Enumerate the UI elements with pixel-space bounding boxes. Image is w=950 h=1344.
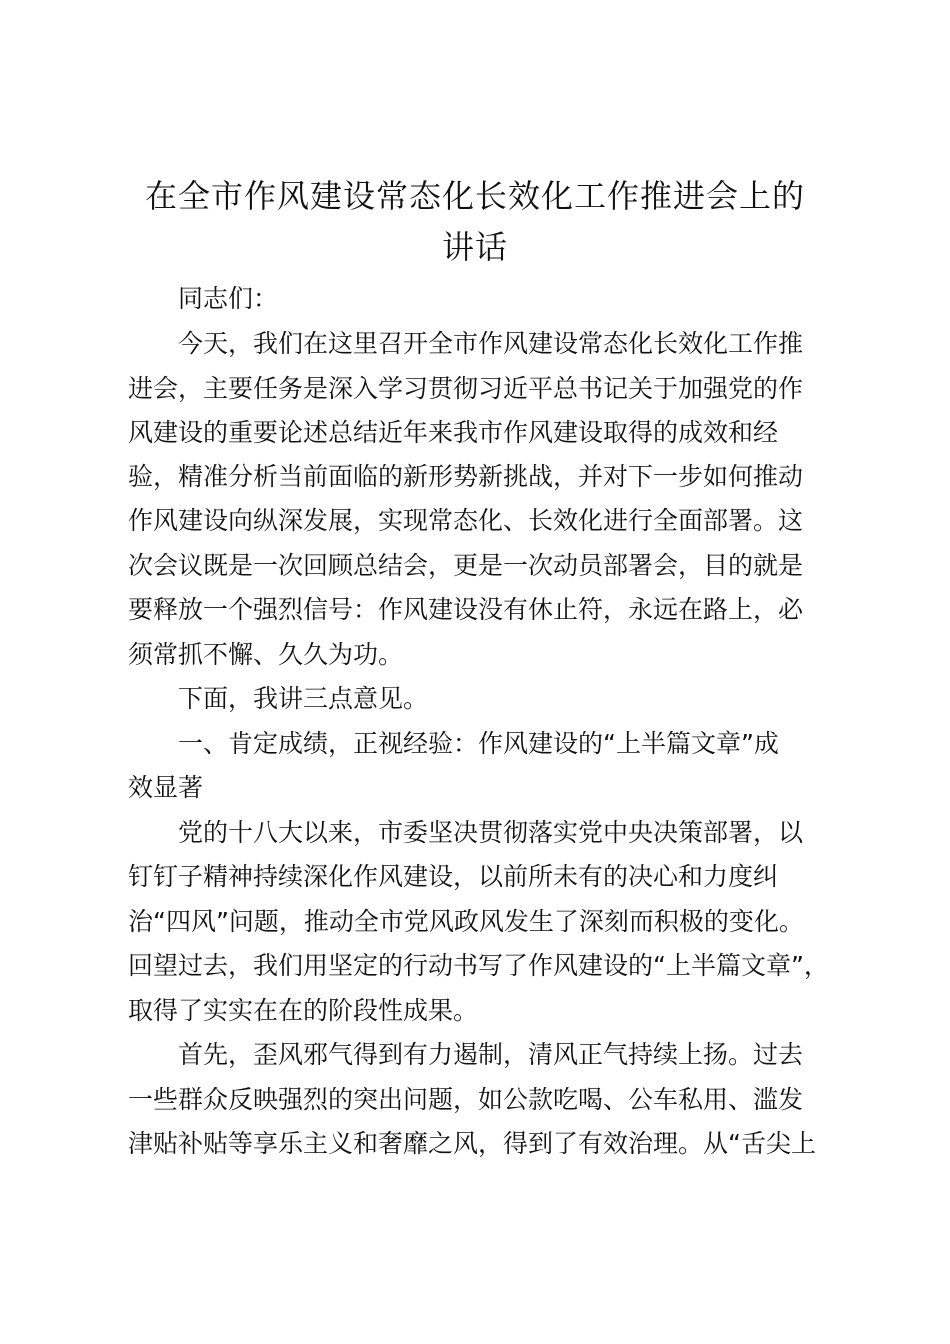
paragraph-line: 津贴补贴等享乐主义和奢靡之风，得到了有效治理。从“舌尖上	[128, 1129, 816, 1158]
paragraph-line: 取得了实实在在的阶段性成果。	[128, 996, 479, 1025]
paragraph-line: 回望过去，我们用坚定的行动书写了作风建设的“上半篇文章”，	[128, 951, 829, 980]
paragraph-line: 一些群众反映强烈的突出问题，如公款吃喝、公车私用、滥发	[128, 1085, 804, 1114]
section-heading-line: 效显著	[128, 773, 204, 802]
paragraph-line: 钉钉子精神持续深化作风建设，以前所未有的决心和力度纠	[128, 862, 779, 891]
paragraph-line: 党的十八大以来，市委坚决贯彻落实党中央决策部署，以	[178, 818, 804, 847]
paragraph-line: 作风建设向纵深发展，实现常态化、长效化进行全面部署。这	[128, 506, 804, 535]
paragraph-line: 今天，我们在这里召开全市作风建设常态化长效化工作推	[178, 329, 804, 358]
section-heading-line: 一、肯定成绩，正视经验：作风建设的“上半篇文章”成	[178, 729, 779, 758]
salutation: 同志们：	[178, 284, 279, 313]
paragraph-line: 治“四风”问题，推动全市党风政风发生了深刻而积极的变化。	[128, 907, 804, 936]
document-title-line-1: 在全市作风建设常态化长效化工作推进会上的	[144, 177, 805, 215]
paragraph-line: 首先，歪风邪气得到有力遏制，清风正气持续上扬。过去	[178, 1040, 804, 1069]
paragraph-line: 验，精准分析当前面临的新形势新挑战，并对下一步如何推动	[128, 462, 804, 491]
paragraph-line: 须常抓不懈、久久为功。	[128, 640, 404, 669]
paragraph-line: 次会议既是一次回顾总结会，更是一次动员部署会，目的就是	[128, 551, 804, 580]
paragraph-line: 风建设的重要论述总结近年来我市作风建设取得的成效和经	[128, 418, 779, 447]
paragraph-line: 进会，主要任务是深入学习贯彻习近平总书记关于加强党的作	[128, 374, 804, 403]
paragraph-line: 要释放一个强烈信号：作风建设没有休止符，永远在路上，必	[128, 595, 804, 624]
document-title-line-2: 讲话	[441, 228, 508, 266]
paragraph-line: 下面，我讲三点意见。	[178, 684, 429, 713]
